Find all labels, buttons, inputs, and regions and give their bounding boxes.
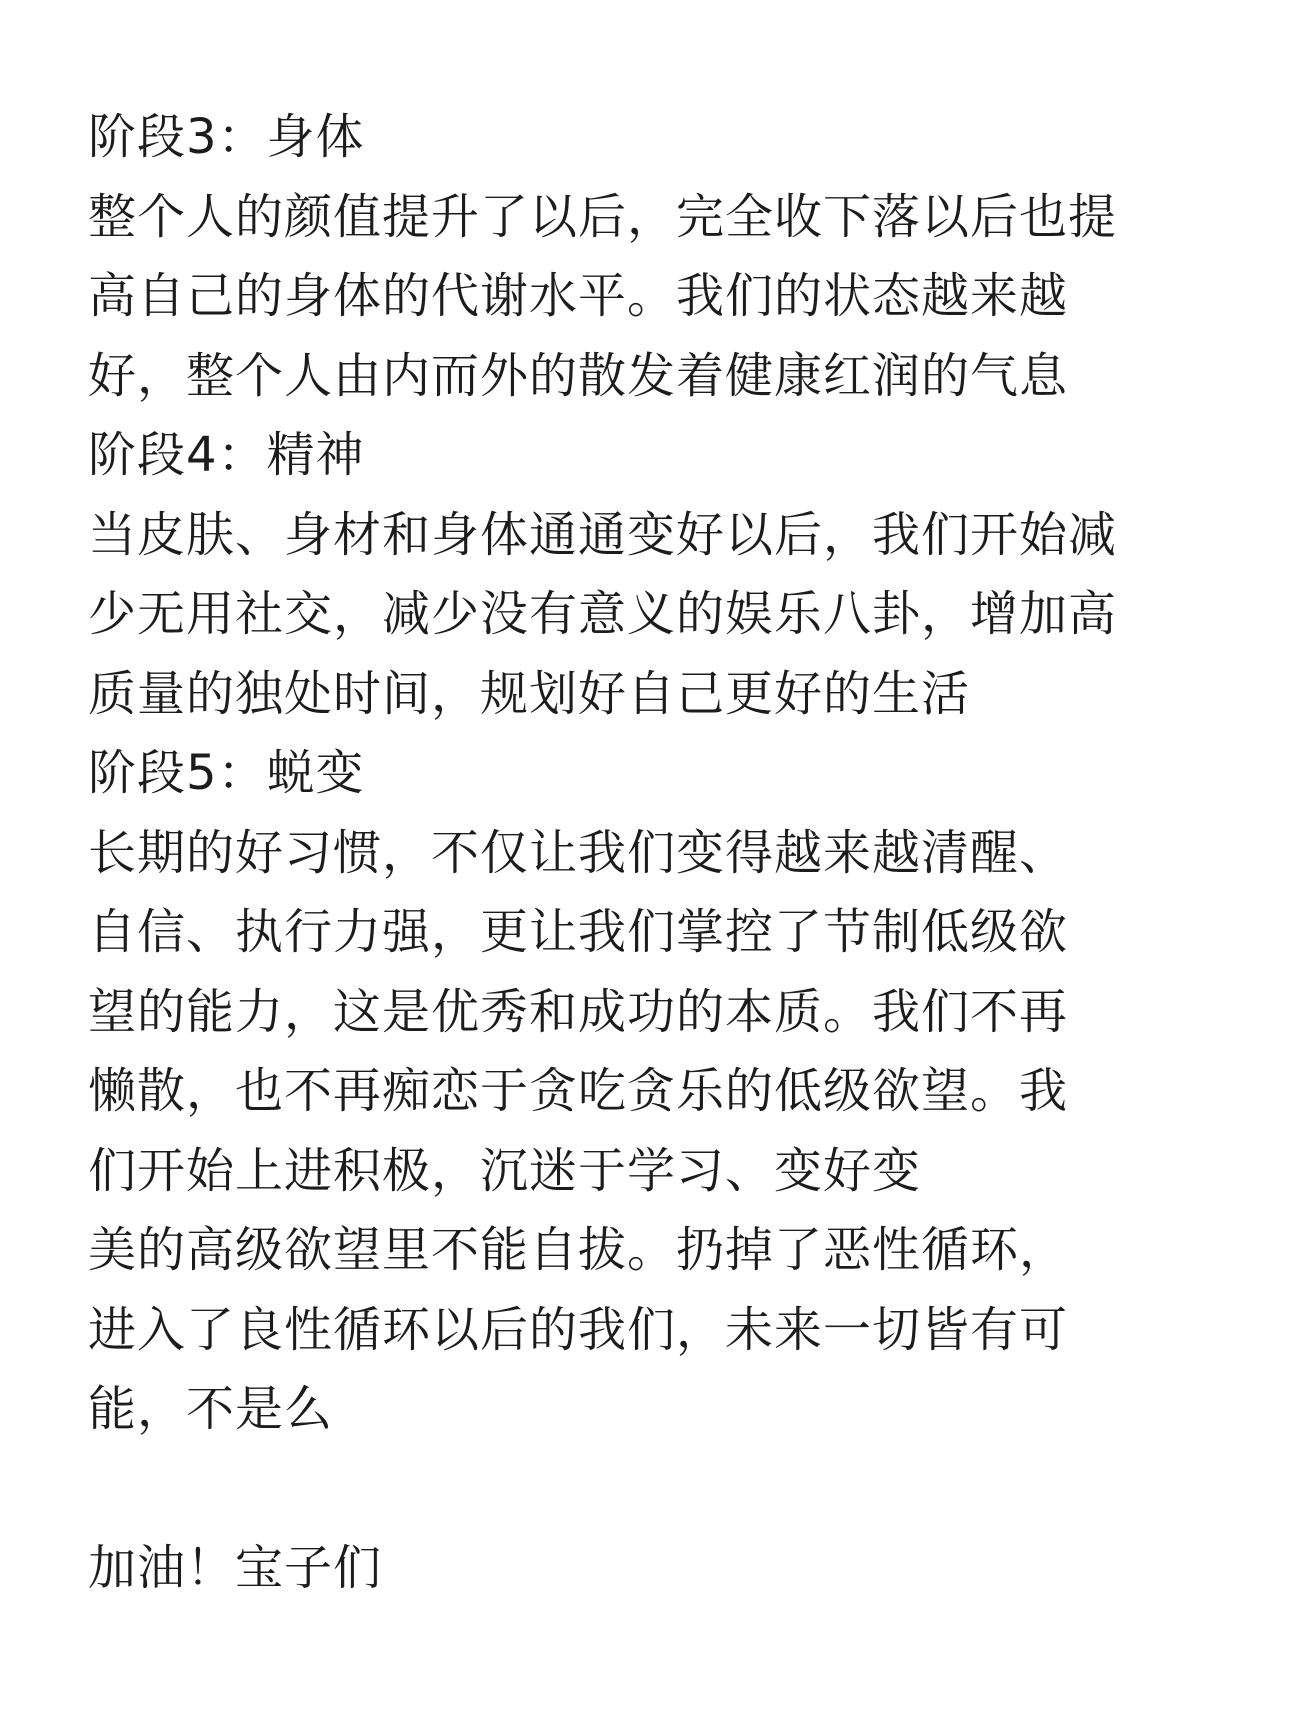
paragraph-line: 懒散，也不再痴恋于贪吃贪乐的低级欲望。我 bbox=[88, 1063, 1069, 1119]
note-body bbox=[88, 98, 1218, 1609]
section-stage-4 bbox=[88, 416, 1218, 734]
section-heading: 阶段3：身体 bbox=[88, 109, 365, 165]
closing-text: 加油！宝子们 bbox=[88, 1540, 383, 1596]
section-heading: 阶段5：蜕变 bbox=[88, 745, 365, 801]
paragraph-line: 整个人的颜值提升了以后，完全收下落以后也提 bbox=[88, 188, 1118, 245]
paragraph-line: 自信、执行力强，更让我们掌控了节制低级欲 bbox=[88, 904, 1069, 960]
paragraph-line: 高自己的身体的代谢水平。我们的状态越来越 bbox=[88, 268, 1069, 324]
section-stage-5 bbox=[88, 734, 1218, 1450]
paragraph-line: 当皮肤、身材和身体通通变好以后，我们开始减 bbox=[88, 506, 1118, 563]
paragraph-line: 望的能力，这是优秀和成功的本质。我们不再 bbox=[88, 983, 1069, 1040]
paragraph-line: 能，不是么 bbox=[88, 1381, 334, 1437]
section-stage-3 bbox=[88, 98, 1218, 416]
paragraph-line: 好，整个人由内而外的散发着健康红润的气息 bbox=[88, 347, 1069, 404]
blank-line bbox=[88, 1450, 1218, 1530]
paragraph-line: 进入了良性循环以后的我们，未来一切皆有可 bbox=[88, 1301, 1069, 1358]
section-heading: 阶段4：精神 bbox=[88, 427, 365, 483]
paragraph-line: 少无用社交，减少没有意义的娱乐八卦，增加高 bbox=[88, 586, 1118, 642]
paragraph-line: 们开始上进积极，沉迷于学习、变好变 bbox=[88, 1142, 922, 1199]
paragraph-line: 长期的好习惯，不仅让我们变得越来越清醒、 bbox=[88, 824, 1069, 881]
paragraph-line: 质量的独处时间，规划好自己更好的生活 bbox=[88, 665, 971, 722]
paragraph-line: 美的高级欲望里不能自拔。扔掉了恶性循环， bbox=[88, 1222, 1069, 1278]
